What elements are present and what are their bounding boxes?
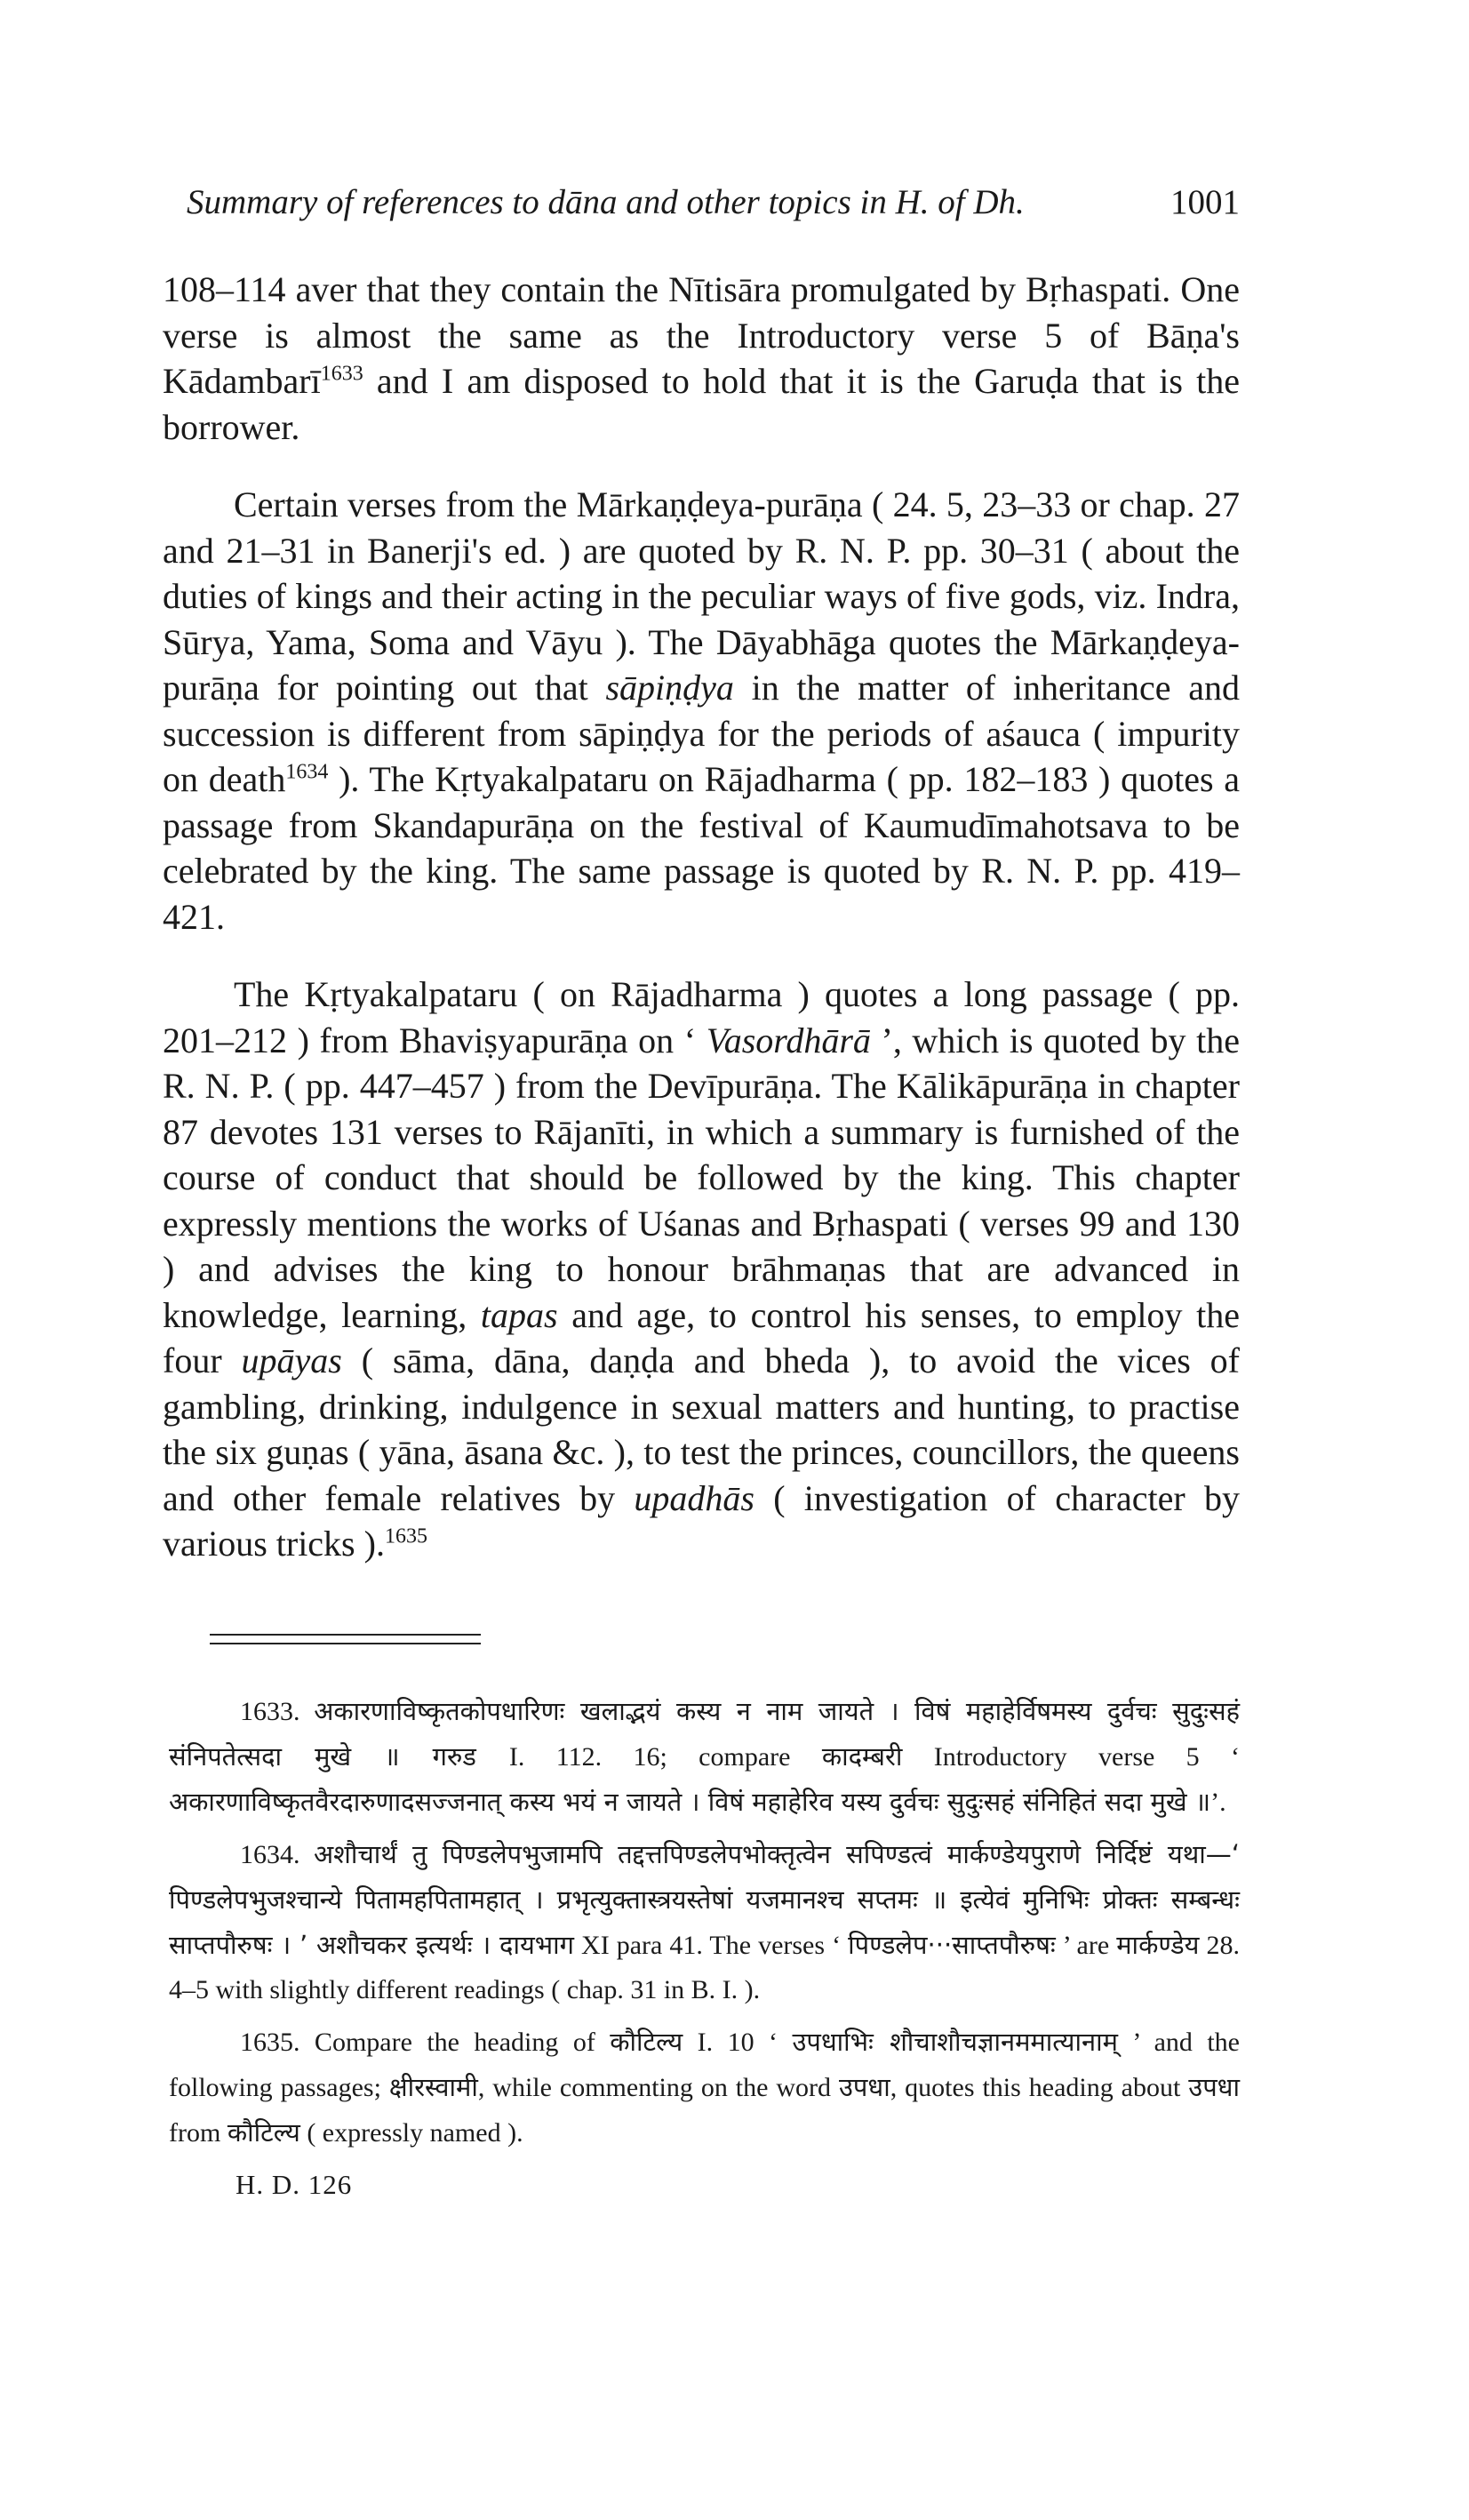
footnote-text-run: I. 10 ‘: [683, 2028, 793, 2057]
footnote-ref: 1635: [384, 1524, 427, 1548]
page-number: 1001: [1170, 183, 1240, 221]
sanskrit-text: कौटिल्य: [610, 2027, 683, 2057]
footnote-text-run: ’.: [1210, 1788, 1226, 1817]
footnotes: [169, 1689, 1240, 2207]
body-text-run: ). The Kṛtyakalpataru on Rājadharma ( pp. 182–183 ) quotes a passage from Skandapurāṇa on the festival of Kaumudīmahotsava to be celebrated by the king. The same passage is quoted by R. N. P. pp. 419–421.: [163, 759, 1240, 937]
paragraph-1: [163, 267, 1240, 450]
footnote-text-run: Introductory verse 5 ‘: [902, 1742, 1241, 1772]
body-text-run: 108–114 aver that they contain the Nītisāra promulgated by Bṛhaspati. One verse is almost the same as the Introductory verse 5 of Bāṇa's Kādambarī: [163, 269, 1240, 401]
paragraph-2: [163, 482, 1240, 940]
footnote-text-run: 1633.: [240, 1697, 315, 1726]
footnote-1634: [169, 1832, 1240, 2012]
running-header: [187, 182, 1240, 236]
sanskrit-text: उपधा: [1188, 2072, 1241, 2102]
sanskrit-text: कौटिल्य: [227, 2117, 300, 2148]
sanskrit-text: उपधाभिः शौचाशौचज्ञानममात्यानाम्: [792, 2027, 1118, 2057]
footnote-text-run: ’ and the following passages;: [169, 2028, 1241, 2102]
italic-term: sāpiṇḍya: [605, 668, 734, 708]
footnote-ref: 1633: [320, 362, 363, 386]
body-text-run: in the matter of inheritance and succession is different from sāpiṇḍya for the periods of aśauca ( impurity on death: [163, 668, 1241, 799]
footnote-rule-bottom: [210, 1643, 481, 1644]
sanskrit-text: उपधा: [839, 2072, 890, 2102]
footnote-text-run: 1634.: [240, 1840, 314, 1869]
body-text-run: The Kṛtyakalpataru ( on Rājadharma ) quotes a long passage ( pp. 201–212 ) from Bhaviṣyapurāṇa on ‘: [163, 974, 1240, 1060]
footnote-text-run: , while commenting on the word: [477, 2073, 839, 2102]
body-text-run: ’, which is quoted by the R. N. P. ( pp. 447–457 ) from the Devīpurāṇa. The Kālikāpurāṇa in chapter 87 devotes 131 verses to Rājanīti, in which a summary is furnished of the course of conduct that should be followed by the king. This chapter expressly mentions the works of Uśanas and Bṛhaspati ( verses 99 and 130 ) and advises the king to honour brāhmaṇas that are advanced in knowledge, learning,: [163, 1020, 1240, 1335]
sanskrit-text: अकारणाविष्कृतकोपधारिणः खलाद्भयं कस्य न नाम जायते । विषं महाहेर्विषमस्य दुर्वचः सुदुःसहं संनिपतेत्सदा मुखे ॥ गरुड: [169, 1696, 1240, 1772]
footnote-1633: [169, 1689, 1240, 1825]
footnote-text-run: I. 112. 16; compare: [508, 1742, 822, 1772]
italic-term: tapas: [480, 1294, 558, 1335]
footnote-text-run: XI para 41. The verses ‘: [574, 1931, 849, 1960]
body-text-run: and age, to control his senses, to employ the four: [163, 1294, 1240, 1380]
italic-term: Vasordhārā: [706, 1020, 871, 1060]
footnote-text-run: ’ are: [1055, 1931, 1117, 1960]
italic-term: upadhās: [634, 1477, 754, 1518]
sanskrit-text: अकारणाविष्कृतवैरदारुणादसज्जनात् कस्य भयं न जायते । विषं महाहेरिव यस्य दुर्वचः सुदुःसहं संनिहितं सदा मुखे ॥: [169, 1787, 1211, 1817]
sanskrit-text: अशौचार्थं तु पिण्डलेपभुजामपि तद्दत्तपिण्डलेपभोक्तृत्वेन सपिण्डत्वं मार्कण्डेयपुराणे निर्दिष्टं यथा—‘ पिण्डलेपभुजश्चान्ये पितामहपितामहात् । प्रभृत्युक्तास्त्रयस्तेषां यजमानश्च सप्तमः ॥ इत्येवं मुनिभिः प्रोक्तः सम्बन्धः साप्तपौरुषः । ’ अशौचकर इत्यर्थः । दायभाग: [169, 1839, 1240, 1960]
footnote-1635: [169, 2020, 1240, 2156]
body-text-run: ( investigation of character by various tricks ).: [163, 1477, 1240, 1564]
italic-term: upāyas: [241, 1340, 342, 1380]
signature-mark: H. D. 126: [236, 2169, 353, 2200]
body-text-run: Certain verses from the Mārkaṇḍeya-purāṇa ( 24. 5, 23–33 or chap. 27 and 21–31 in Banerji's ed. ) are quoted by R. N. P. pp. 30–31 ( about the duties of kings and their acting in the peculiar ways of five gods, viz. Indra, Sūrya, Yama, Soma and Vāyu ). The Dāyabhāga quotes the Mārkaṇḍeya-purāṇa for pointing out that: [163, 484, 1240, 708]
body-text-run: ( sāma, dāna, daṇḍa and bheda ), to avoid the vices of gambling, drinking, indulgence in sexual matters and hunting, to practise the six guṇas ( yāna, āsana &c. ), to test the princes, councillors, the queens and other female relatives by: [163, 1340, 1240, 1518]
sanskrit-text: पिण्डलेप···साप्तपौरुषः: [848, 1930, 1056, 1960]
running-title: Summary of references to dāna and other topics in H. of Dh.: [187, 183, 1025, 221]
sanskrit-text: क्षीरस्वामी: [388, 2072, 478, 2102]
footnote-text-run: 28. 4–5 with slightly different readings ( chap. 31 in B. I. ).: [169, 1931, 1241, 2004]
footnote-text-run: from: [169, 2118, 228, 2148]
main-text: [163, 267, 1240, 1599]
sanskrit-text: कादम्बरी: [821, 1741, 903, 1772]
body-text-run: and I am disposed to hold that it is the Garuḍa that is the borrower.: [163, 361, 1240, 447]
footnote-text-run: , quotes this heading about: [890, 2073, 1189, 2102]
footnote-ref: 1634: [285, 760, 329, 784]
footnote-text-run: 1635. Compare the heading of: [240, 2028, 611, 2057]
paragraph-3: [163, 972, 1240, 1567]
footnote-text-run: ( expressly named ).: [299, 2118, 523, 2148]
sanskrit-text: मार्कण्डेय: [1116, 1930, 1200, 1960]
footnote-rule-top: [210, 1634, 481, 1636]
